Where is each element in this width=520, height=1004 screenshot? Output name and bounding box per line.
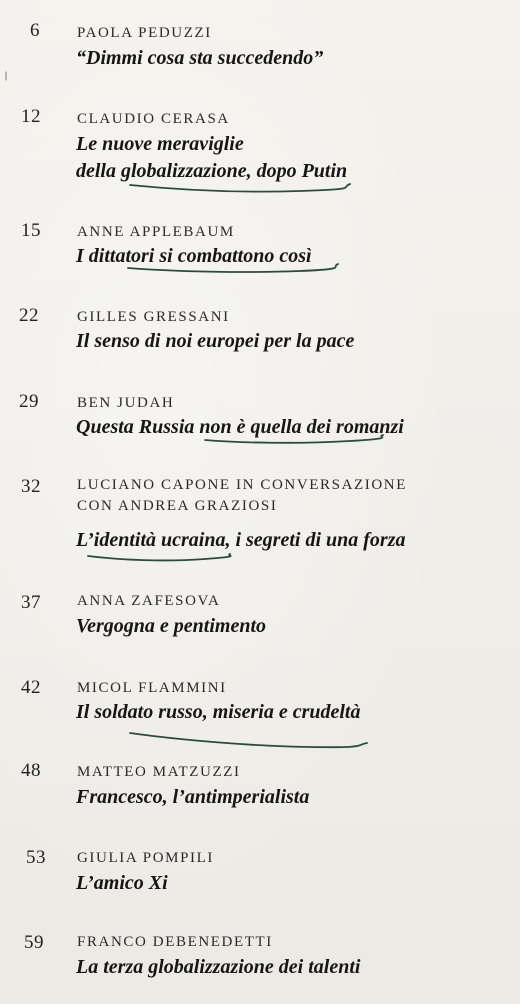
article-title-line-1: Le nuove meraviglie xyxy=(76,133,244,155)
article-title: “Dimmi cosa sta succedendo” xyxy=(76,47,324,69)
page-number: 48 xyxy=(21,760,41,781)
author-name: PAOLA PEDUZZI xyxy=(77,25,212,41)
author-name: MATTEO MATZUZZI xyxy=(77,764,241,780)
author-name-line-1: LUCIANO CAPONE IN CONVERSAZIONE xyxy=(77,477,408,493)
article-title: La terza globalizzazione dei talenti xyxy=(76,956,361,978)
page-number: 37 xyxy=(21,592,41,613)
page-number: 29 xyxy=(19,391,39,412)
article-title: Questa Russia non è quella dei romanzi xyxy=(76,416,404,438)
article-title: Vergogna e pentimento xyxy=(76,615,267,637)
author-name: MICOL FLAMMINI xyxy=(77,680,227,696)
page-number: 15 xyxy=(21,220,41,241)
page-number: 42 xyxy=(21,677,41,698)
page-number: 59 xyxy=(24,932,44,953)
pen-underline-soldato-russo xyxy=(130,733,367,747)
author-name: ANNA ZAFESOVA xyxy=(77,593,221,609)
author-name: CLAUDIO CERASA xyxy=(77,111,230,127)
author-name: FRANCO DEBENEDETTI xyxy=(77,934,273,950)
page-number: 6 xyxy=(30,20,40,41)
article-title: Il senso di noi europei per la pace xyxy=(76,330,355,352)
page-number: 22 xyxy=(19,305,39,326)
article-title: Francesco, l’antimperialista xyxy=(76,786,310,808)
author-name: ANNE APPLEBAUM xyxy=(77,224,235,240)
pen-underline-globalizzazione xyxy=(130,184,350,192)
pen-underline-non-e-quella xyxy=(205,435,383,443)
pen-underline-identita xyxy=(88,554,231,560)
article-title-line-2: della globalizzazione, dopo Putin xyxy=(76,160,348,182)
author-name-line-2: CON ANDREA GRAZIOSI xyxy=(77,498,278,514)
author-name: BEN JUDAH xyxy=(77,395,175,411)
pen-underline-dittatori xyxy=(128,264,338,272)
page-number: 53 xyxy=(26,847,46,868)
article-title: Il soldato russo, miseria e crudeltà xyxy=(76,701,361,723)
article-title: L’identità ucraina, i segreti di una forza xyxy=(76,529,406,551)
author-name: GIULIA POMPILI xyxy=(77,850,214,866)
page-number: 32 xyxy=(21,476,41,497)
article-title: L’amico Xi xyxy=(76,872,168,894)
author-name: GILLES GRESSANI xyxy=(77,309,230,325)
page-number: 12 xyxy=(21,106,41,127)
article-title: I dittatori si combattono così xyxy=(76,245,312,267)
